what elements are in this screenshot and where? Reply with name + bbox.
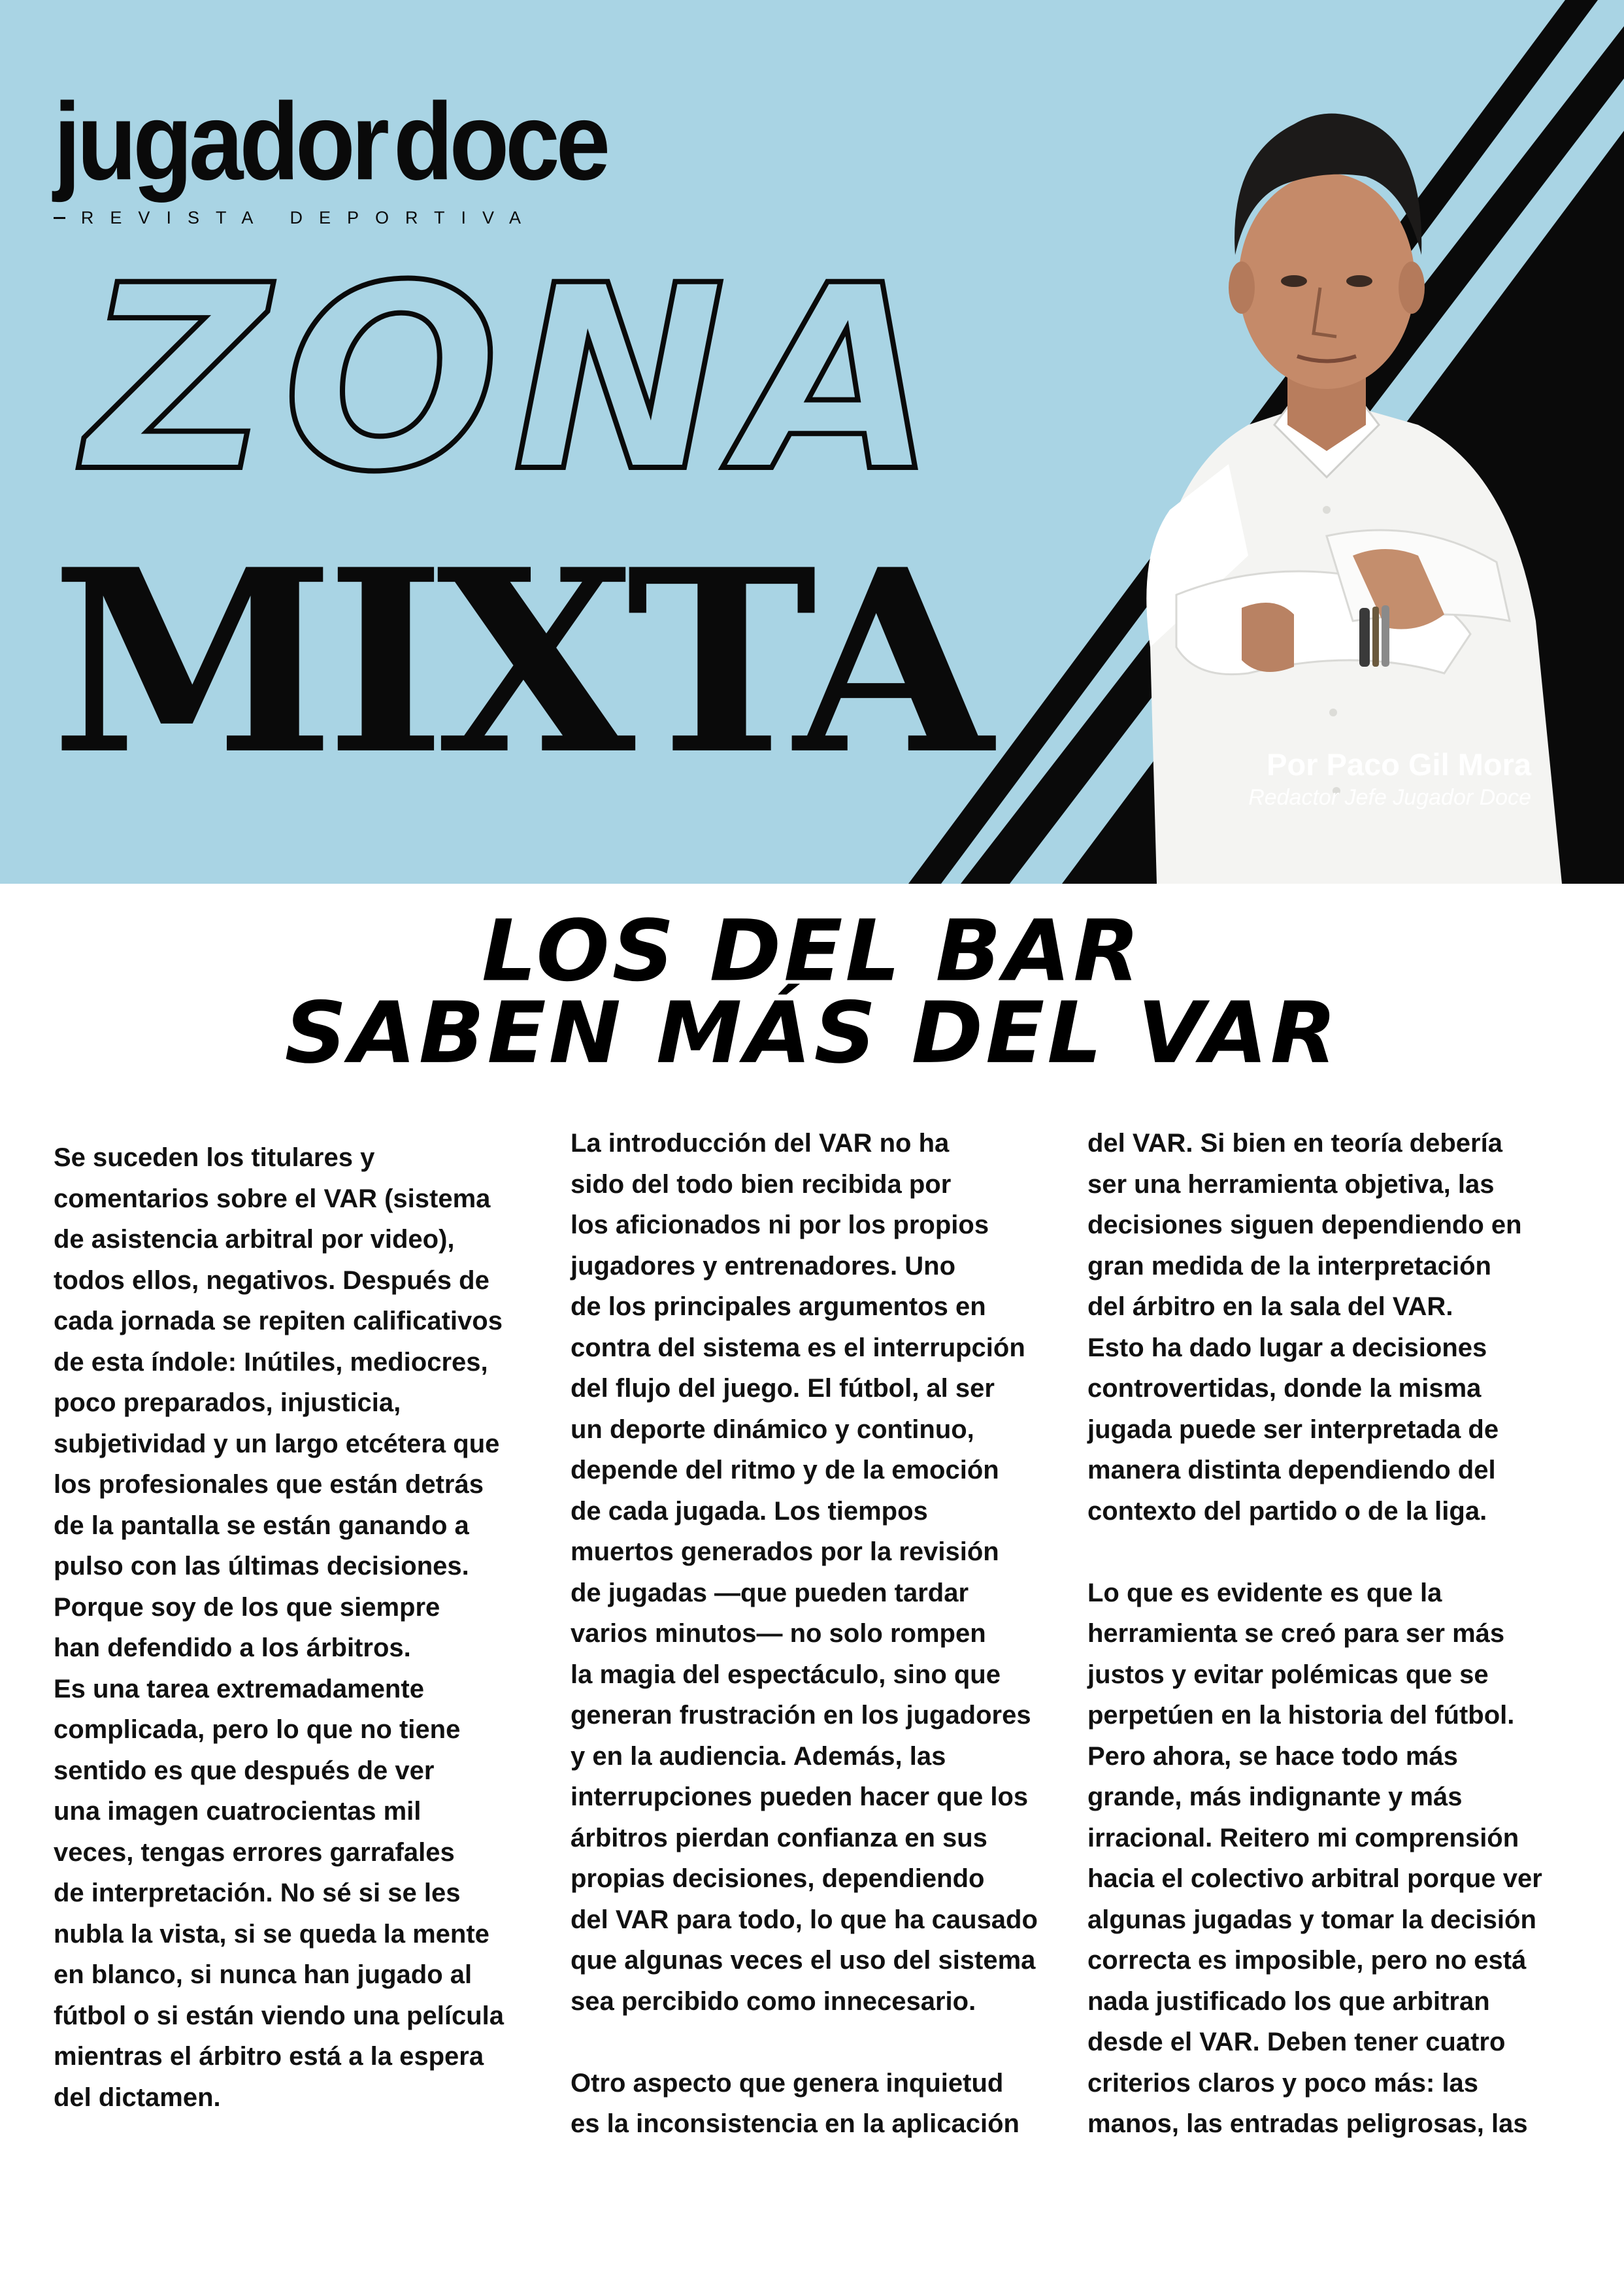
headline-line1: LOS DEL BAR (482, 901, 1142, 1001)
article-text-line: propias decisiones, dependiendo (571, 1864, 985, 1893)
article-text-line: decisiones siguen dependiendo en (1087, 1211, 1522, 1239)
article-text-line: ser una herramienta objetiva, las (1087, 1169, 1495, 1199)
article-text-line: de jugadas —que pueden tardar (571, 1578, 969, 1607)
article-text-line: pulso con las últimas decisiones. (54, 1552, 469, 1581)
article-text-line: grande, más indignante y más (1087, 1783, 1463, 1811)
logo-tagline (54, 208, 537, 228)
article-text-line: la magia del espectáculo, sino que (571, 1660, 1001, 1689)
article-text-line: los profesionales que están detrás (54, 1470, 484, 1499)
article-text-line: sido del todo bien recibida por (571, 1169, 952, 1199)
article-text-line: manos, las entradas peligrosas, las (1087, 2109, 1528, 2138)
article-text-line: en blanco, si nunca han jugado al (54, 1960, 472, 1989)
section-title-line1: ZONA (85, 231, 950, 527)
tagline-text: REVISTA DEPORTIVA (80, 208, 537, 227)
article-text-line: Otro aspecto que genera inquietud (571, 2068, 1004, 2098)
author-byline (1248, 746, 1531, 812)
article-text-line: del flujo del juego. El fútbol, al ser (571, 1374, 995, 1403)
article-text-line: nubla la vista, si se queda la mente (54, 1919, 489, 1949)
article-text-line: gran medida de la interpretación (1087, 1251, 1491, 1280)
article-text-line: contra del sistema es el interrupción (571, 1333, 1025, 1362)
article-text-line: Esto ha dado lugar a decisiones (1087, 1333, 1487, 1362)
article-text-line: jugada puede ser interpretada de (1087, 1414, 1499, 1444)
article-column-3 (1087, 1123, 1542, 2145)
article-text-line: contexto del partido o de la liga. (1087, 1496, 1487, 1526)
article-text-line: cada jornada se repiten calificativos (54, 1307, 503, 1335)
article-column-1 (54, 1137, 504, 2118)
article-text-line: es la inconsistencia en la aplicación (571, 2109, 1019, 2138)
article-text-line: interrupciones pueden hacer que los (571, 1783, 1029, 1811)
tagline-rule (54, 217, 65, 219)
article-text-line: varios minutos— no solo rompen (571, 1619, 986, 1648)
article-text-line: de interpretación. No sé si se les (54, 1879, 461, 1907)
hero-banner (0, 0, 1624, 884)
article-column-2 (571, 1123, 1038, 2145)
article-text-line: hacia el colectivo arbitral porque ver (1087, 1864, 1542, 1893)
article-text-line: del VAR. Si bien en teoría debería (1087, 1129, 1502, 1158)
article-text-line: sentido es que después de ver (54, 1756, 435, 1785)
article-text-line: del árbitro en la sala del VAR. (1087, 1292, 1453, 1321)
logo-word-left: jugador (54, 79, 386, 203)
article-text-line: de asistencia arbitral por video), (54, 1225, 455, 1254)
author-role: Redactor Jefe Jugador Doce (1248, 785, 1531, 811)
article-text-line (571, 2022, 1038, 2063)
article-text-line: fútbol o si están viendo una película (54, 2001, 504, 2030)
article-text-line: Lo que es evidente es que la (1087, 1578, 1442, 1607)
article-text-line: herramienta se creó para ser más (1087, 1619, 1505, 1648)
article-text-line: árbitros pierdan confianza en sus (571, 1823, 987, 1852)
article-text-line (1087, 1531, 1542, 1573)
article-text-line: que algunas veces el uso del sistema (571, 1946, 1036, 1975)
article-text-line: criterios claros y poco más: las (1087, 2068, 1479, 2098)
logo-wordmark (54, 79, 607, 203)
article-text-line: un deporte dinámico y continuo, (571, 1414, 974, 1444)
article-text-line: manera distinta dependiendo del (1087, 1456, 1496, 1484)
article-text-line: subjetividad y un largo etcétera que (54, 1429, 500, 1458)
article-text-line: veces, tengas errores garrafales (54, 1837, 455, 1867)
article-text-line: de cada jugada. Los tiempos (571, 1496, 928, 1526)
magazine-logo (54, 79, 607, 228)
article-text-line: irracional. Reitero mi comprensión (1087, 1823, 1519, 1852)
article-text-line: de los principales argumentos en (571, 1292, 986, 1321)
article-text-line: sea percibido como innecesario. (571, 1986, 976, 2016)
article-text-line: Pero ahora, se hace todo más (1087, 1741, 1458, 1771)
article-text-line: La introducción del VAR no ha (571, 1129, 950, 1158)
section-title-line2: MIXTA (51, 514, 984, 810)
article-text-line: nada justificado los que arbitran (1087, 1986, 1490, 2016)
article-text-line: complicada, pero lo que no tiene (54, 1715, 461, 1744)
article-text-line: poco preparados, injusticia, (54, 1388, 401, 1417)
article-text-line: algunas jugadas y tomar la decisión (1087, 1905, 1536, 1934)
article-text-line: depende del ritmo y de la emoción (571, 1456, 999, 1484)
article-text-line: jugadores y entrenadores. Uno (571, 1251, 956, 1280)
article-text-line: de la pantalla se están ganando a (54, 1511, 469, 1540)
article-text-line: Porque soy de los que siempre (54, 1592, 440, 1622)
article-text-line: justos y evitar polémicas que se (1087, 1660, 1489, 1689)
article-text-line: Es una tarea extremadamente (54, 1674, 424, 1703)
logo-word-right: doce (393, 79, 607, 203)
article-text-line: todos ellos, negativos. Después de (54, 1265, 489, 1295)
article-text-line: comentarios sobre el VAR (sistema (54, 1184, 491, 1213)
article-text-line: del dictamen. (54, 2083, 221, 2112)
article-text-line: han defendido a los árbitros. (54, 1633, 411, 1662)
article-text-line: desde el VAR. Deben tener cuatro (1087, 2028, 1506, 2056)
article-text-line: controvertidas, donde la misma (1087, 1374, 1482, 1403)
article-text-line: perpetúen en la historia del fútbol. (1087, 1701, 1515, 1730)
author-name: Por Paco Gil Mora (1267, 747, 1531, 782)
headline-line2: SABEN MÁS DEL VAR (284, 984, 1340, 1083)
article-text-line: muertos generados por la revisión (571, 1537, 999, 1566)
article-text-line: correcta es imposible, pero no está (1087, 1946, 1527, 1975)
article-headline (0, 901, 1624, 1083)
article-text-line: y en la audiencia. Además, las (571, 1741, 946, 1771)
article-text-line: una imagen cuatrocientas mil (54, 1797, 422, 1826)
article-text-line: Se suceden los titulares y (54, 1143, 375, 1172)
article-text-line: generan frustración en los jugadores (571, 1701, 1031, 1730)
article-text-line: los aficionados ni por los propios (571, 1211, 989, 1239)
article-text-line: de esta índole: Inútiles, mediocres, (54, 1347, 488, 1377)
article-text-line: del VAR para todo, lo que ha causado (571, 1905, 1038, 1934)
article-text-line: mientras el árbitro está a la espera (54, 2042, 484, 2071)
